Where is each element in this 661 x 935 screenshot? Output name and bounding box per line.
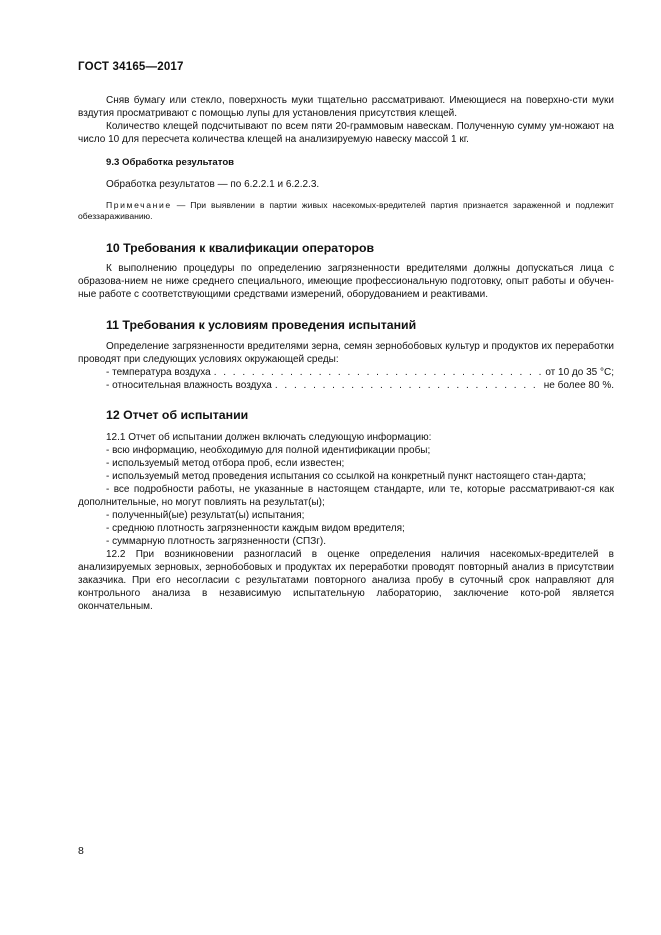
report-list-item: - все подробности работы, не указанные в настоящем стандарте, или те, которые рассматривают-ся как дополнительные, но могут повлиять на результат(ы); bbox=[78, 484, 614, 508]
condition-label: - относительная влажность воздуха bbox=[106, 380, 272, 391]
section-12-1-text: 12.1 Отчет об испытании должен включать следующую информацию: bbox=[106, 432, 432, 443]
intro-paragraph-2: Количество клещей подсчитывают по всем пяти 20-граммовым навескам. Полученную сумму ум-ножают на число 10 для пересчета количества клещей на анализируемую навеску массой 1 кг. bbox=[78, 121, 614, 145]
condition-row bbox=[78, 379, 614, 392]
subsection-9-3-heading: 9.3 Обработка результатов bbox=[106, 157, 235, 168]
page-number: 8 bbox=[78, 845, 84, 857]
section-11-text: Определение загрязненности вредителями зерна, семян зернобобовых культур и продуктов их переработки проводят при следующих условиях окружающей среды: bbox=[78, 341, 614, 365]
document-header: ГОСТ 34165—2017 bbox=[78, 61, 184, 73]
section-12-heading: 12 Отчет об испытании bbox=[106, 408, 249, 422]
note-paragraph bbox=[78, 200, 614, 222]
section-11-heading: 11 Требования к условиям проведения испытаний bbox=[106, 318, 417, 332]
page-content bbox=[78, 94, 614, 613]
leader-dots bbox=[275, 379, 541, 392]
report-list-item: - суммарную плотность загрязненности (СПЗг). bbox=[106, 536, 327, 547]
report-list-item: - всю информацию, необходимую для полной идентификации пробы; bbox=[106, 445, 431, 456]
intro-paragraph-1: Сняв бумагу или стекло, поверхность муки тщательно рассматривают. Имеющиеся на поверхно-сти муки вздутия просматривают с помощью лупы для установления присутствия клещей. bbox=[78, 95, 614, 119]
report-list-item: - полученный(ые) результат(ы) испытания; bbox=[106, 510, 305, 521]
section-12-2-text: 12.2 При возникновении разногласий в оценке определения наличия насекомых-вредителей в анализируемых зерновых, зернобобовых и продуктах их переработки проводят повторный анализ в присутствии заказчика. При его несогласии с результатами повторного анализа пробу в суточный срок направляют для контрольного анализа в независимую испытательную лабораторию, заключение кото-рой является окончательным. bbox=[78, 549, 614, 612]
note-label: Примечание bbox=[106, 200, 172, 210]
condition-value: от 10 до 35 °С; bbox=[545, 367, 614, 378]
section-10-text: К выполнению процедуры по определению загрязненности вредителями должны допускаться лица с образова-нием не ниже среднего специального, имеющие профессиональную подготовку, опыт работы и обучен-ные работе с соответствующими средствами измерений, оборудованием и реактивами. bbox=[78, 263, 614, 300]
report-list-item: - среднюю плотность загрязненности каждым видом вредителя; bbox=[106, 523, 405, 534]
section-10-heading: 10 Требования к квалификации операторов bbox=[106, 241, 375, 255]
note-text: — При выявлении в партии живых насекомых-вредителей партия признается зараженной и подлежит обеззараживанию. bbox=[78, 200, 614, 221]
condition-value: не более 80 %. bbox=[543, 380, 614, 391]
report-list-item: - используемый метод отбора проб, если известен; bbox=[106, 458, 345, 469]
report-list-item: - используемый метод проведения испытания со ссылкой на конкретный пункт настоящего стан-дарта; bbox=[106, 471, 586, 482]
leader-dots bbox=[214, 366, 543, 379]
subsection-9-3-text: Обработка результатов — по 6.2.2.1 и 6.2.2.3. bbox=[106, 179, 320, 190]
condition-row bbox=[78, 366, 614, 379]
condition-label: - температура воздуха bbox=[106, 367, 211, 378]
